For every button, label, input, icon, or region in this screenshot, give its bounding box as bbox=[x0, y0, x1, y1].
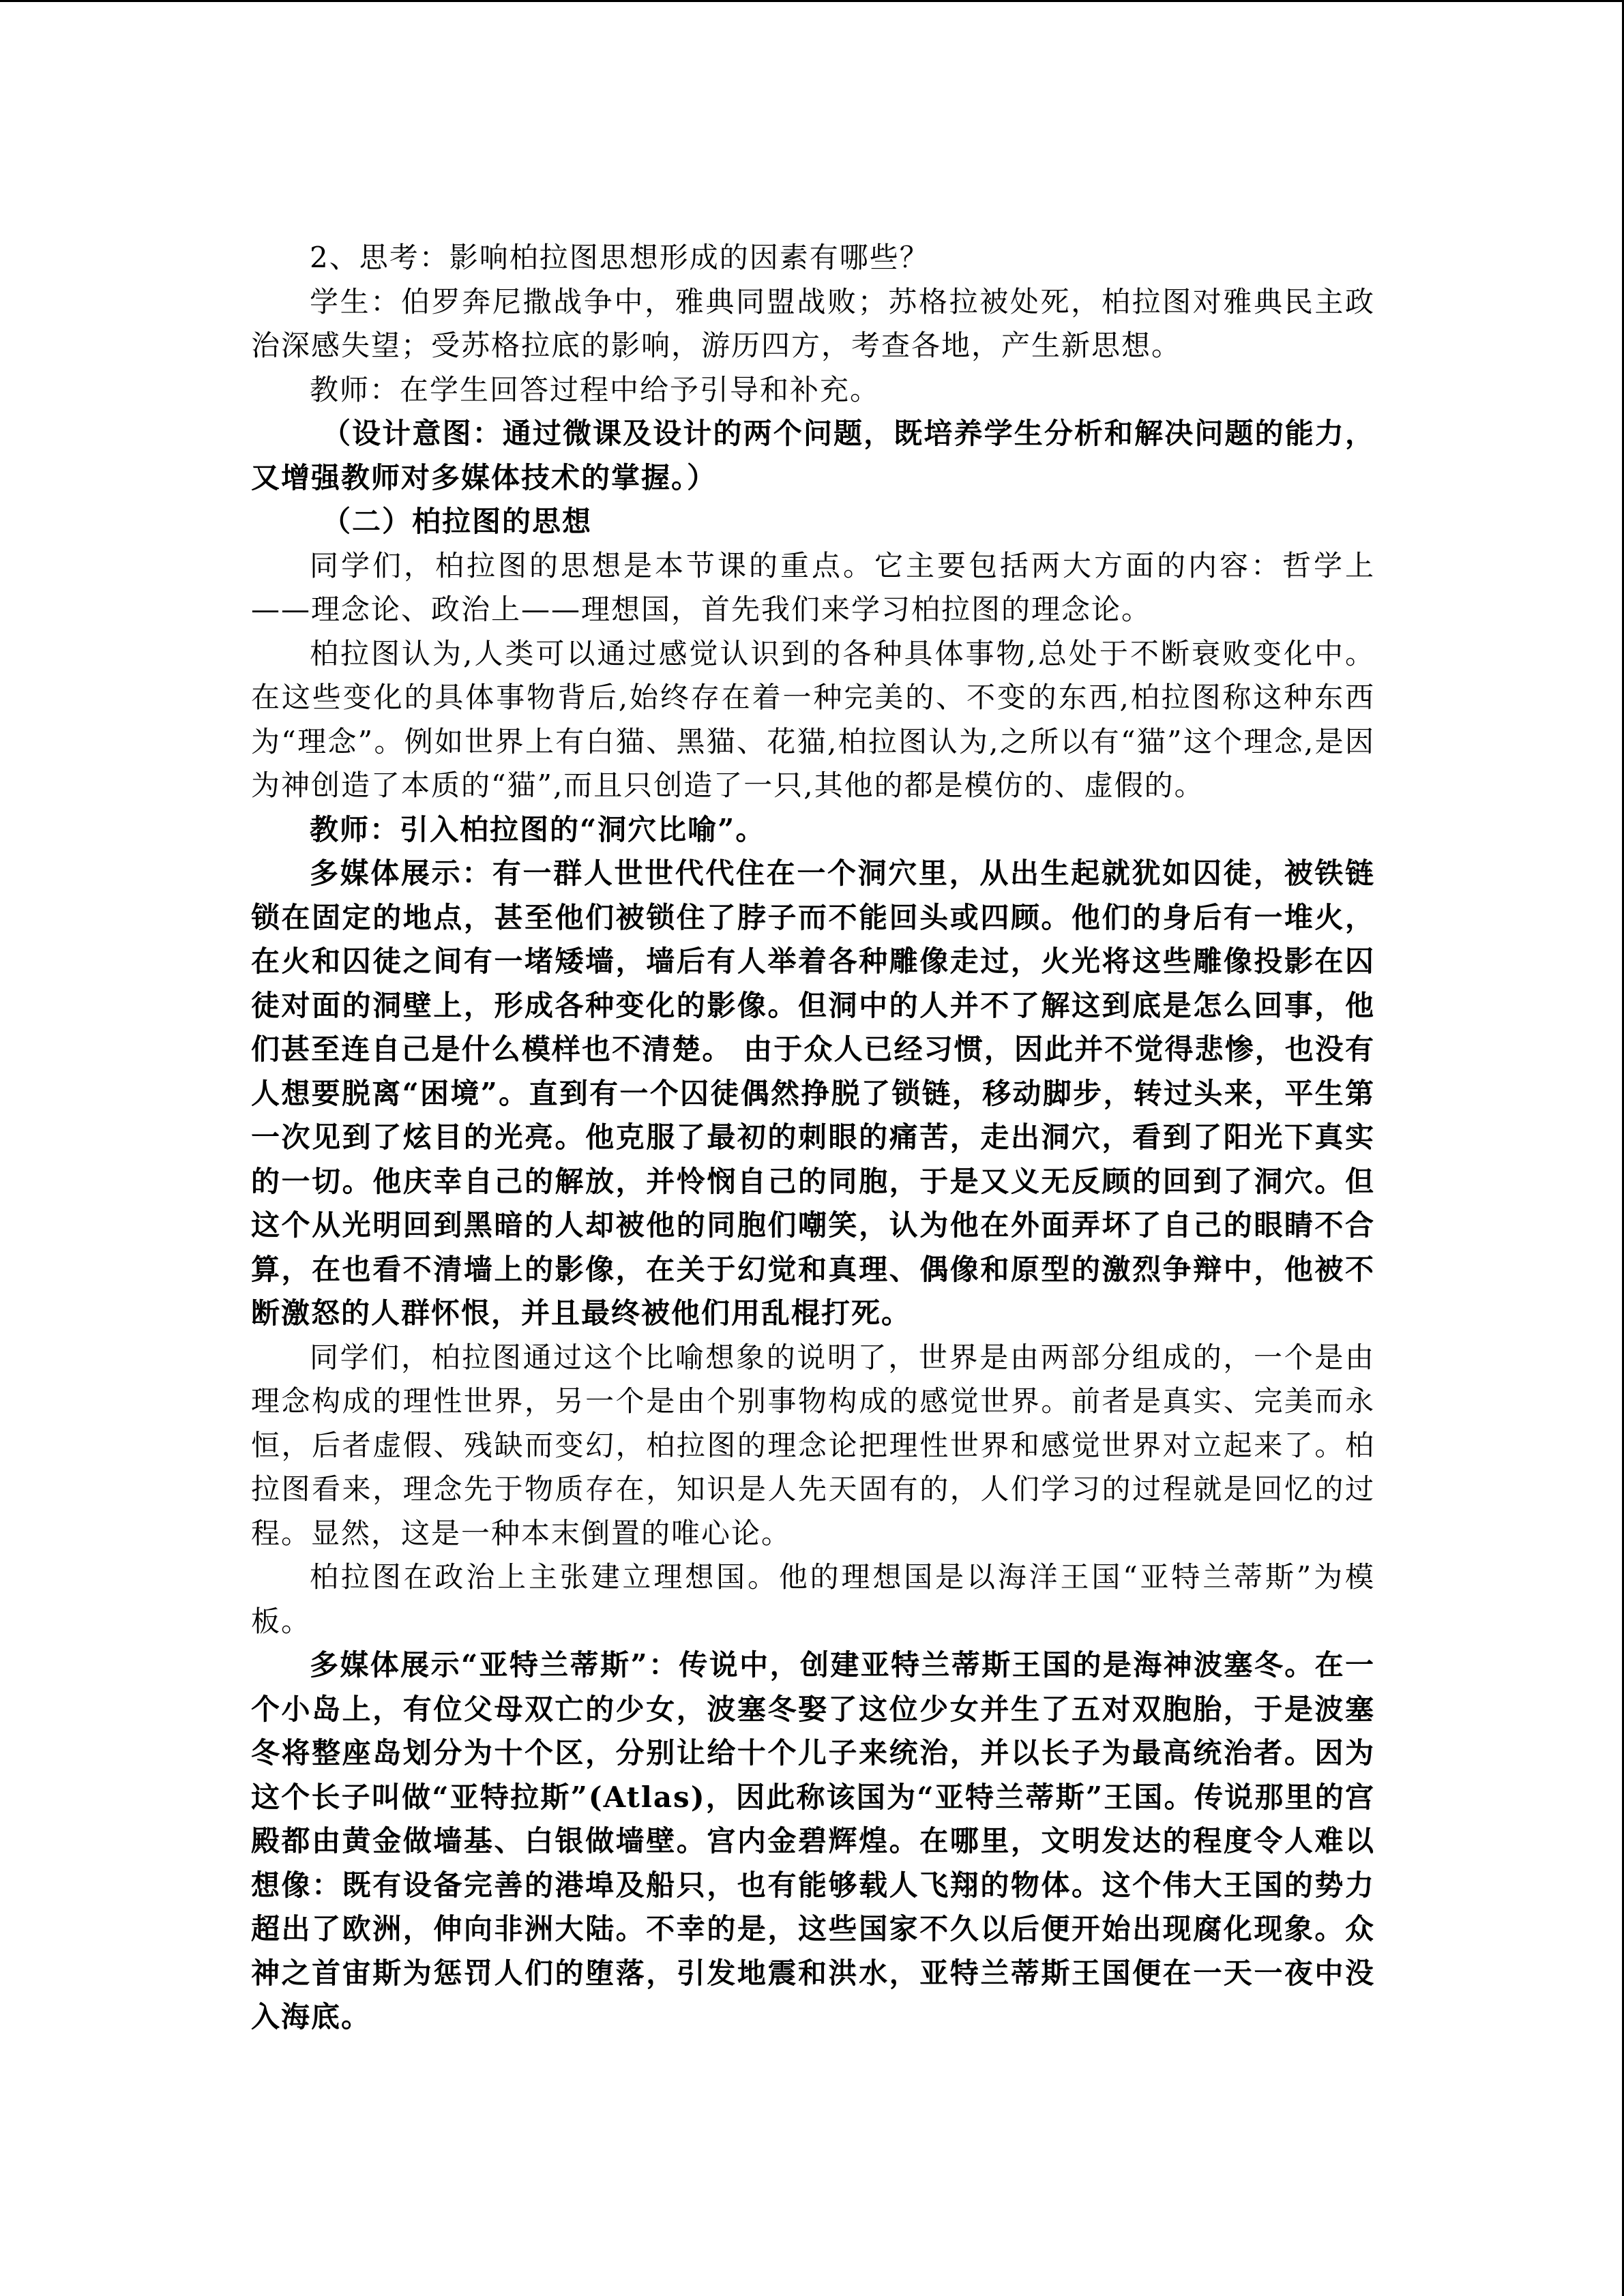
cave-explanation-paragraph: 同学们，柏拉图通过这个比喻想象的说明了，世界是由两部分组成的，一个是由理念构成的理性世界，另一个是由个别事物构成的感觉世界。前者是真实、完美而永恒，后者虚假、残缺而变幻，柏拉图的理念论把理性世界和感觉世界对立起来了。柏拉图看来，理念先于物质存在，知识是人先天固有的，人们学习的过程就是回忆的过程。显然，这是一种本末倒置的唯心论。 bbox=[251, 1340, 1375, 1550]
intro-paragraph: 同学们，柏拉图的思想是本节课的重点。它主要包括两大方面的内容：哲学上——理念论、政治上——理想国，首先我们来学习柏拉图的理念论。 bbox=[251, 548, 1375, 626]
cave-allegory-paragraph: 多媒体展示：有一群人世世代代住在一个洞穴里，从出生起就犹如囚徒，被铁链锁在固定的地点，甚至他们被锁住了脖子而不能回头或四顾。他们的身后有一堆火，在火和囚徒之间有一堵矮墙，墙后有人举着各种雕像走过，火光将这些雕像投影在囚徒对面的洞壁上，形成各种变化的影像。但洞中的人并不了解这到底是怎么回事，他们甚至连自己是什么模样也不清楚。 由于众人已经习惯，因此并不觉得悲惨，也没有人想要脱离“困境”。直到有一个囚徒偶然挣脱了锁链，移动脚步，转过头来，平生第一次见到了炫目的光亮。他克服了最初的刺眼的痛苦，走出洞穴，看到了阳光下真实的一切。他庆幸自己的解放，并怜悯自己的同胞，于是又义无反顾的回到了洞穴。但这个从光明回到黑暗的人却被他的同胞们嘲笑，认为他在外面弄坏了自己的眼睛不合算，在也看不清墙上的影像，在关于幻觉和真理、偶像和原型的激烈争辩中，他被不断激怒的人群怀恨，并且最终被他们用乱棍打死。 bbox=[251, 856, 1375, 1330]
atlantis-paragraph: 多媒体展示“亚特兰蒂斯”：传说中，创建亚特兰蒂斯王国的是海神波塞冬。在一个小岛上，有位父母双亡的少女，波塞冬娶了这位少女并生了五对双胞胎，于是波塞冬将整座岛划分为十个区，分别让给十个儿子来统治，并以长子为最高统治者。因为这个长子叫做“亚特拉斯”(Atlas)，因此称该国为“亚特兰蒂斯”王国。传说那里的宫殿都由黄金做墙基、白银做墙壁。宫内金碧辉煌。在哪里，文明发达的程度令人难以想像：既有设备完善的港埠及船只，也有能够载人飞翔的物体。这个伟大王国的势力超出了欧洲，伸向非洲大陆。不幸的是，这些国家不久以后便开始出现腐化现象。众神之首宙斯为惩罚人们的堕落，引发地震和洪水，亚特兰蒂斯王国便在一天一夜中没入海底。 bbox=[251, 1648, 1375, 2033]
section-heading: （二）柏拉图的思想 bbox=[322, 505, 593, 538]
teacher-note-paragraph: 教师：在学生回答过程中给予引导和补充。 bbox=[310, 372, 881, 406]
theory-of-forms-paragraph: 柏拉图认为,人类可以通过感觉认识到的各种具体事物,总处于不断衰败变化中。在这些变化的具体事物背后,始终存在着一种完美的、不变的东西,柏拉图称这种东西为“理念”。例如世界上有白猫、黑猫、花猫,柏拉图认为,之所以有“猫”这个理念,是因为神创造了本质的“猫”,而且只创造了一只,其他的都是模仿的、虚假的。 bbox=[251, 636, 1375, 802]
ideal-state-paragraph: 柏拉图在政治上主张建立理想国。他的理想国是以海洋王国“亚特兰蒂斯”为模板。 bbox=[251, 1560, 1375, 1638]
teacher-cave-intro-paragraph: 教师：引入柏拉图的“洞穴比喻”。 bbox=[310, 812, 766, 846]
document-body bbox=[251, 236, 1375, 2040]
question-paragraph: 2、思考：影响柏拉图思想形成的因素有哪些？ bbox=[310, 241, 930, 274]
page-top-border bbox=[0, 0, 1624, 2]
student-answer-paragraph: 学生：伯罗奔尼撒战争中，雅典同盟战败；苏格拉被处死，柏拉图对雅典民主政治深感失望；受苏格拉底的影响，游历四方，考查各地，产生新思想。 bbox=[251, 284, 1375, 362]
design-intent-paragraph: （设计意图：通过微课及设计的两个问题，既培养学生分析和解决问题的能力，又增强教师对多媒体技术的掌握。） bbox=[251, 417, 1375, 494]
